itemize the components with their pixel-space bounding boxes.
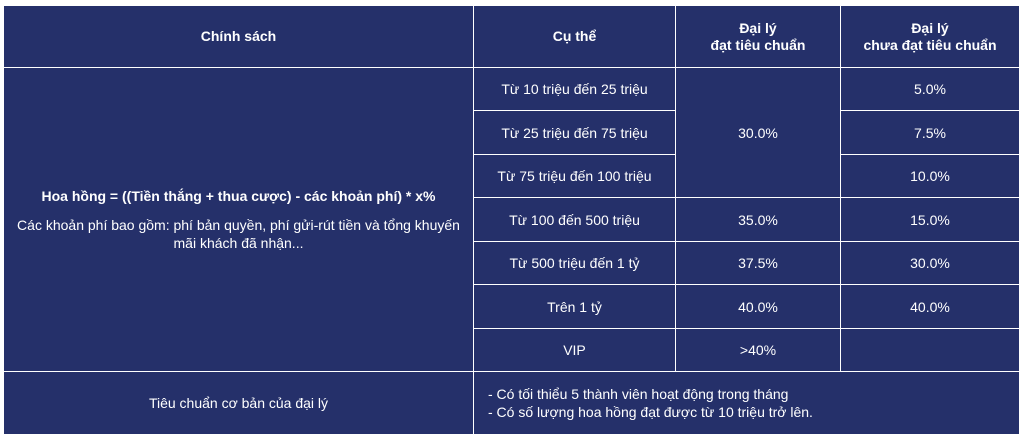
header-row <box>4 6 1020 68</box>
tier-detail: Từ 75 triệu đến 100 triệu <box>474 154 676 197</box>
nonstandard-rate: 30.0% <box>841 241 1020 284</box>
criteria-list <box>474 372 1020 435</box>
header-detail: Cụ thể <box>474 6 676 68</box>
criteria-row <box>4 372 1020 435</box>
nonstandard-rate: 7.5% <box>841 111 1020 154</box>
standard-rate-merged: 30.0% <box>676 68 841 198</box>
tier-detail: Trên 1 tỷ <box>474 285 676 328</box>
fees-note: Các khoản phí bao gồm: phí bản quyền, phí gửi-rút tiền và tổng khuyến mãi khách đã nhận... <box>17 216 460 251</box>
table-row <box>4 68 1020 111</box>
policy-cell <box>4 68 474 372</box>
nonstandard-rate: 5.0% <box>841 68 1020 111</box>
header-standard-line2: đạt tiêu chuẩn <box>710 36 806 53</box>
standard-rate: 35.0% <box>676 198 841 241</box>
commission-table-container <box>3 5 1019 435</box>
header-policy: Chính sách <box>4 6 474 68</box>
tier-detail: Từ 100 đến 500 triệu <box>474 198 676 241</box>
tier-detail: Từ 25 triệu đến 75 triệu <box>474 111 676 154</box>
commission-table <box>3 5 1020 435</box>
header-nonstandard-line1: Đại lý <box>911 19 949 36</box>
nonstandard-rate: 10.0% <box>841 154 1020 197</box>
tier-detail: Từ 500 triệu đến 1 tỷ <box>474 241 676 284</box>
standard-rate: >40% <box>676 328 841 371</box>
tier-detail: Từ 10 triệu đến 25 triệu <box>474 68 676 111</box>
standard-rate: 40.0% <box>676 285 841 328</box>
header-nonstandard-line2: chưa đạt tiêu chuẩn <box>863 36 997 53</box>
header-nonstandard-agent <box>841 6 1020 68</box>
criteria-item: - Có tối thiểu 5 thành viên hoạt động trong tháng <box>488 386 789 403</box>
nonstandard-rate: 40.0% <box>841 285 1020 328</box>
tier-detail: VIP <box>474 328 676 371</box>
header-standard-agent <box>676 6 841 68</box>
standard-rate: 37.5% <box>676 241 841 284</box>
commission-formula: Hoa hồng = ((Tiền thắng + thua cược) - các khoản phí) * x% <box>41 187 436 204</box>
header-standard-line1: Đại lý <box>739 19 777 36</box>
nonstandard-rate <box>841 328 1020 371</box>
nonstandard-rate: 15.0% <box>841 198 1020 241</box>
criteria-label: Tiêu chuẩn cơ bản của đại lý <box>4 372 474 435</box>
criteria-item: - Có số lượng hoa hồng đạt được từ 10 triệu trở lên. <box>488 404 813 421</box>
